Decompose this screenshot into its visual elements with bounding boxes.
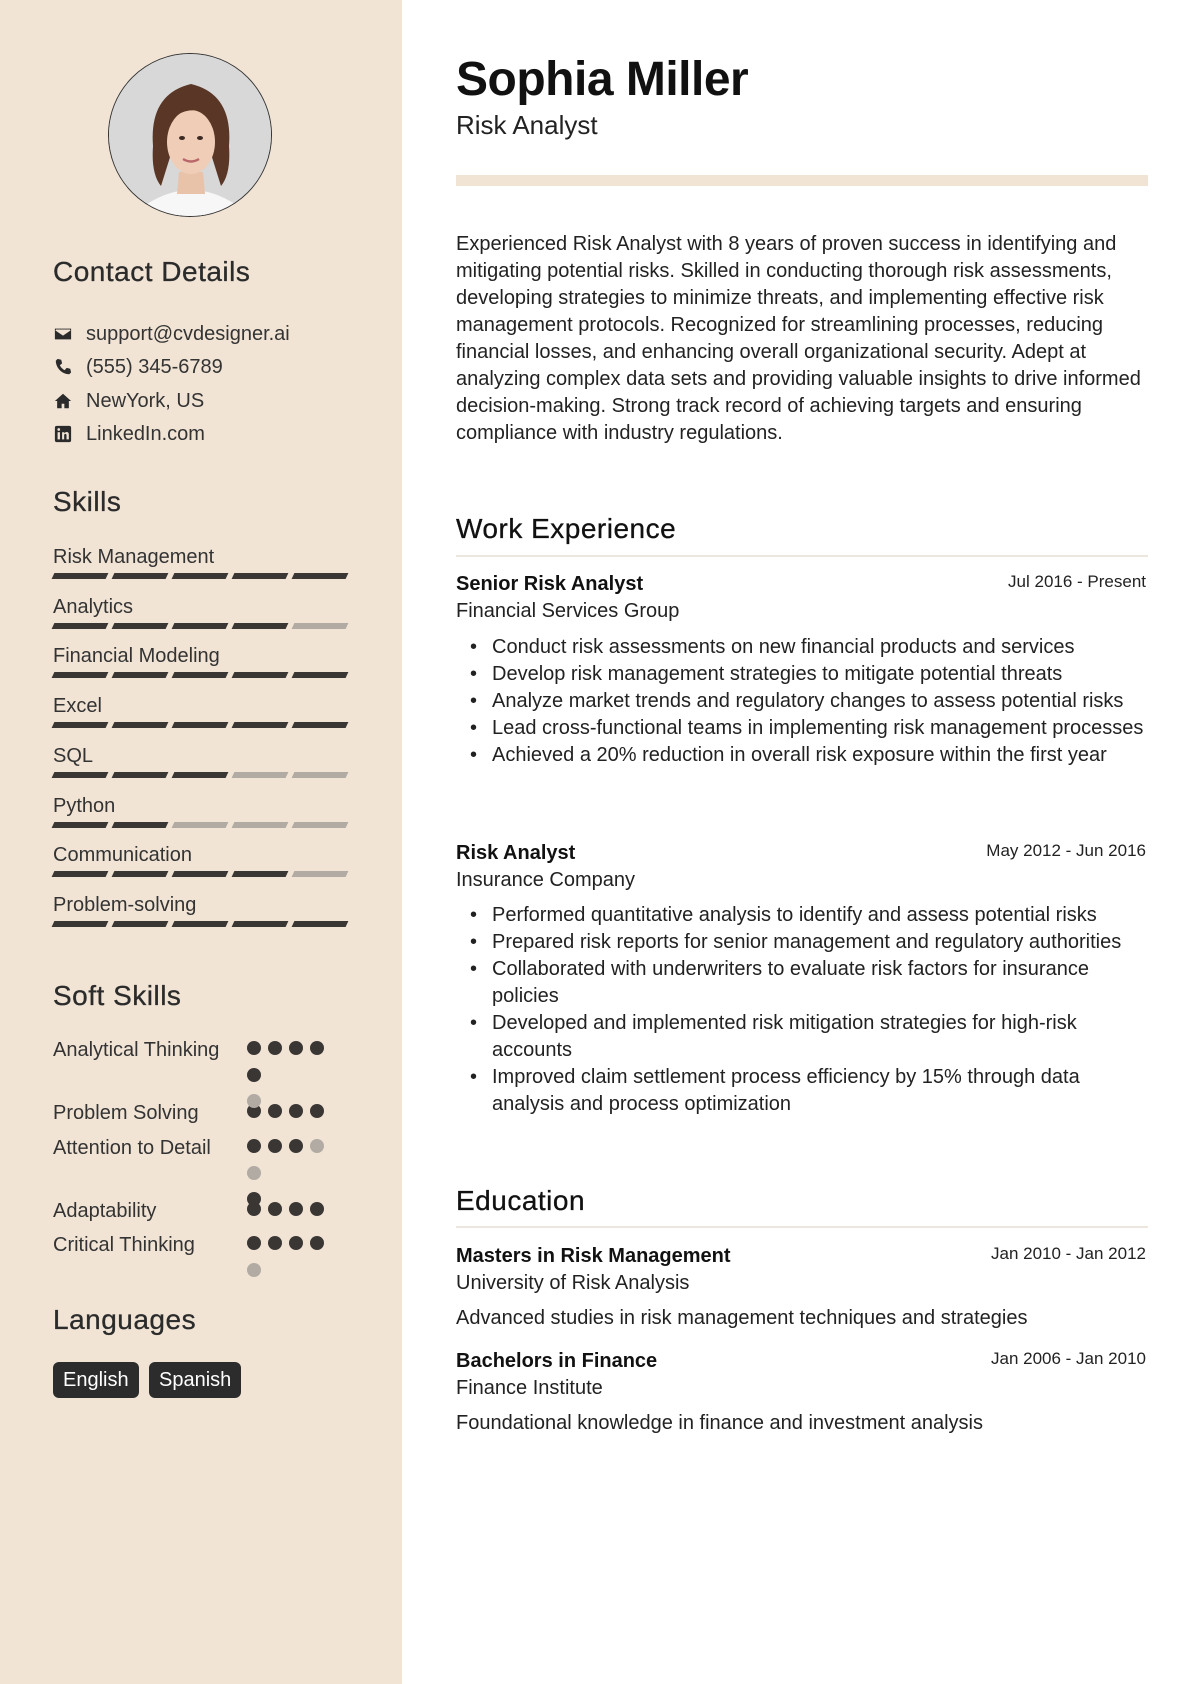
profile-summary: Experienced Risk Analyst with 8 years of proven success in identifying and mitigating potential risks. Skilled in conducting thorough risk assessments, developing strategies to minimize threats, and implementing effective risk management protocols. Recognized for streamlining processes, reducing financial losses, and enhancing overall organizational security. Adept at analyzing complex data sets and providing valuable insights to drive informed decision-making. Strong track record of achieving targets and ensuring compliance with industry regulations. xyxy=(456,233,1141,444)
job-title: Risk Analyst xyxy=(456,842,576,864)
skill-item xyxy=(53,892,349,927)
soft-skill-label: Problem Solving xyxy=(53,1102,199,1124)
skill-level-bar xyxy=(53,772,349,778)
skills-heading: Skills xyxy=(53,486,122,517)
skill-item xyxy=(53,544,349,579)
skill-label: Analytics xyxy=(53,596,134,618)
skill-level-segment xyxy=(172,921,229,927)
skill-label: Communication xyxy=(53,844,192,866)
skill-level-segment xyxy=(112,722,169,728)
skill-level-segment xyxy=(52,822,109,828)
rating-dot xyxy=(310,1139,324,1153)
contact-phone[interactable] xyxy=(53,352,223,382)
rating-dot xyxy=(268,1104,282,1118)
skill-level-bar xyxy=(53,921,349,927)
job-bullet: • Collaborated with underwriters to evaluate risk factors for insurance policies xyxy=(492,956,1152,1010)
skill-level-segment xyxy=(112,573,169,579)
candidate-name: Sophia Miller xyxy=(456,53,749,106)
skill-level-segment xyxy=(112,822,169,828)
soft-skill-item xyxy=(53,1100,353,1127)
job-bullet: • Performed quantitative analysis to identify and assess potential risks xyxy=(492,902,1152,929)
job-bullet: • Developed and implemented risk mitigation strategies for high-risk accounts xyxy=(492,1010,1152,1064)
skill-label: Risk Management xyxy=(53,546,215,568)
skill-level-segment xyxy=(232,921,289,927)
degree-date: Jan 2006 - Jan 2010 xyxy=(990,1349,1146,1368)
school-name: University of Risk Analysis xyxy=(456,1272,690,1294)
portrait-illustration xyxy=(109,54,272,217)
rating-dot xyxy=(268,1041,282,1055)
skill-level-segment xyxy=(52,573,109,579)
contact-email[interactable] xyxy=(53,319,290,349)
skill-level-segment xyxy=(52,623,109,629)
school-name: Finance Institute xyxy=(456,1377,603,1399)
rating-dot xyxy=(310,1041,324,1055)
header-divider xyxy=(456,175,1148,186)
sidebar xyxy=(0,0,402,1684)
skill-level-segment xyxy=(52,722,109,728)
skill-level-segment xyxy=(292,623,349,629)
job-company: Financial Services Group xyxy=(456,600,680,622)
skill-level-segment xyxy=(292,871,349,877)
rating-dot xyxy=(247,1068,261,1082)
skill-level-segment xyxy=(292,822,349,828)
profile-photo xyxy=(108,53,272,217)
rating-dot xyxy=(289,1236,303,1250)
rating-dot xyxy=(289,1104,303,1118)
skill-level-segment xyxy=(172,722,229,728)
rating-dot xyxy=(247,1192,261,1206)
skill-level-segment xyxy=(112,921,169,927)
skill-level-segment xyxy=(232,772,289,778)
home-icon xyxy=(53,391,73,411)
skill-level-segment xyxy=(172,573,229,579)
skill-level-segment xyxy=(292,772,349,778)
rating-dot xyxy=(310,1104,324,1118)
job-title: Senior Risk Analyst xyxy=(456,573,644,595)
skill-level-segment xyxy=(52,921,109,927)
contact-heading: Contact Details xyxy=(53,256,251,287)
degree-description: Foundational knowledge in finance and investment analysis xyxy=(456,1412,984,1434)
contact-linkedin[interactable] xyxy=(53,419,205,449)
skill-level-segment xyxy=(232,573,289,579)
soft-skill-label: Analytical Thinking xyxy=(53,1039,220,1061)
education-divider xyxy=(456,1226,1148,1228)
skill-level-segment xyxy=(292,672,349,678)
phone-icon xyxy=(53,357,73,377)
skill-level-segment xyxy=(292,921,349,927)
languages-heading: Languages xyxy=(53,1304,197,1335)
skill-level-segment xyxy=(112,772,169,778)
job-company: Insurance Company xyxy=(456,869,635,891)
rating-dot xyxy=(268,1139,282,1153)
skill-item xyxy=(53,643,349,678)
skill-label: Problem-solving xyxy=(53,894,197,916)
candidate-title: Risk Analyst xyxy=(456,110,598,140)
rating-dot xyxy=(268,1236,282,1250)
job-date: May 2012 - Jun 2016 xyxy=(986,841,1146,860)
skill-level-segment xyxy=(52,772,109,778)
linkedin-icon xyxy=(53,424,73,444)
rating-dot xyxy=(247,1236,261,1250)
job-bullet: • Prepared risk reports for senior management and regulatory authorities xyxy=(492,929,1152,956)
skill-level-segment xyxy=(172,871,229,877)
job-date: Jul 2016 - Present xyxy=(1008,572,1146,591)
skill-level-segment xyxy=(292,722,349,728)
job-bullets xyxy=(492,902,1152,1118)
soft-skills-heading: Soft Skills xyxy=(53,980,182,1011)
degree-description: Advanced studies in risk management techniques and strategies xyxy=(456,1307,1028,1329)
skill-level-bar xyxy=(53,672,349,678)
skill-level-bar xyxy=(53,722,349,728)
skill-level-bar xyxy=(53,822,349,828)
skill-item xyxy=(53,594,349,629)
rating-dot xyxy=(247,1263,261,1277)
contact-location-text: NewYork, US xyxy=(86,389,205,412)
language-badge: Spanish xyxy=(149,1362,241,1398)
skill-item xyxy=(53,793,349,828)
rating-dot xyxy=(310,1236,324,1250)
skill-level-segment xyxy=(172,772,229,778)
rating-dot xyxy=(268,1202,282,1216)
rating-dot xyxy=(289,1041,303,1055)
skill-level-segment xyxy=(112,871,169,877)
rating-dot xyxy=(247,1139,261,1153)
rating-dot xyxy=(310,1202,324,1216)
skill-level-segment xyxy=(232,822,289,828)
skill-level-segment xyxy=(232,722,289,728)
soft-skill-item xyxy=(53,1037,353,1064)
skill-level-segment xyxy=(112,672,169,678)
skill-level-segment xyxy=(52,672,109,678)
job-bullet: • Develop risk management strategies to mitigate potential threats xyxy=(492,661,1152,688)
skill-item xyxy=(53,842,349,877)
language-badge: English xyxy=(53,1362,139,1398)
skill-level-bar xyxy=(53,871,349,877)
contact-email-text: support@cvdesigner.ai xyxy=(86,322,290,345)
skill-item xyxy=(53,693,349,728)
skill-level-segment xyxy=(292,573,349,579)
skill-level-segment xyxy=(52,871,109,877)
work-divider xyxy=(456,555,1148,557)
rating-dot xyxy=(247,1041,261,1055)
soft-skill-item xyxy=(53,1135,353,1162)
rating-dot xyxy=(247,1094,261,1108)
skill-label: SQL xyxy=(53,745,94,767)
job-bullet: • Conduct risk assessments on new financial products and services xyxy=(492,634,1152,661)
contact-location xyxy=(53,386,204,416)
skill-level-segment xyxy=(232,672,289,678)
degree-title: Bachelors in Finance xyxy=(456,1350,658,1372)
skill-item xyxy=(53,743,349,778)
envelope-icon xyxy=(53,324,73,344)
rating-dot xyxy=(247,1166,261,1180)
soft-skill-label: Critical Thinking xyxy=(53,1234,195,1256)
job-bullet: • Achieved a 20% reduction in overall risk exposure within the first year xyxy=(492,742,1152,769)
skill-level-segment xyxy=(172,623,229,629)
skill-level-bar xyxy=(53,573,349,579)
job-bullets xyxy=(492,634,1152,769)
job-bullet: • Analyze market trends and regulatory changes to assess potential risks xyxy=(492,688,1152,715)
contact-linkedin-text: LinkedIn.com xyxy=(86,422,205,445)
main-content xyxy=(402,0,1200,1684)
work-heading: Work Experience xyxy=(456,513,677,544)
job-bullet: • Improved claim settlement process efficiency by 15% through data analysis and process optimization xyxy=(492,1064,1152,1118)
soft-skill-label: Attention to Detail xyxy=(53,1137,211,1159)
skill-level-segment xyxy=(232,623,289,629)
soft-skill-item xyxy=(53,1198,353,1225)
degree-date: Jan 2010 - Jan 2012 xyxy=(990,1244,1146,1263)
skill-level-segment xyxy=(112,623,169,629)
job-bullet: • Lead cross-functional teams in implementing risk management processes xyxy=(492,715,1152,742)
contact-phone-text: (555) 345-6789 xyxy=(86,355,223,378)
skill-label: Financial Modeling xyxy=(53,645,220,667)
soft-skill-label: Adaptability xyxy=(53,1200,157,1222)
skill-level-segment xyxy=(172,672,229,678)
skill-level-segment xyxy=(172,822,229,828)
skill-label: Excel xyxy=(53,695,102,717)
soft-skill-item xyxy=(53,1232,353,1259)
education-heading: Education xyxy=(456,1185,586,1216)
rating-dot xyxy=(289,1202,303,1216)
skill-level-segment xyxy=(232,871,289,877)
degree-title: Masters in Risk Management xyxy=(456,1245,731,1267)
skill-level-bar xyxy=(53,623,349,629)
rating-dot xyxy=(289,1139,303,1153)
skill-label: Python xyxy=(53,795,116,817)
